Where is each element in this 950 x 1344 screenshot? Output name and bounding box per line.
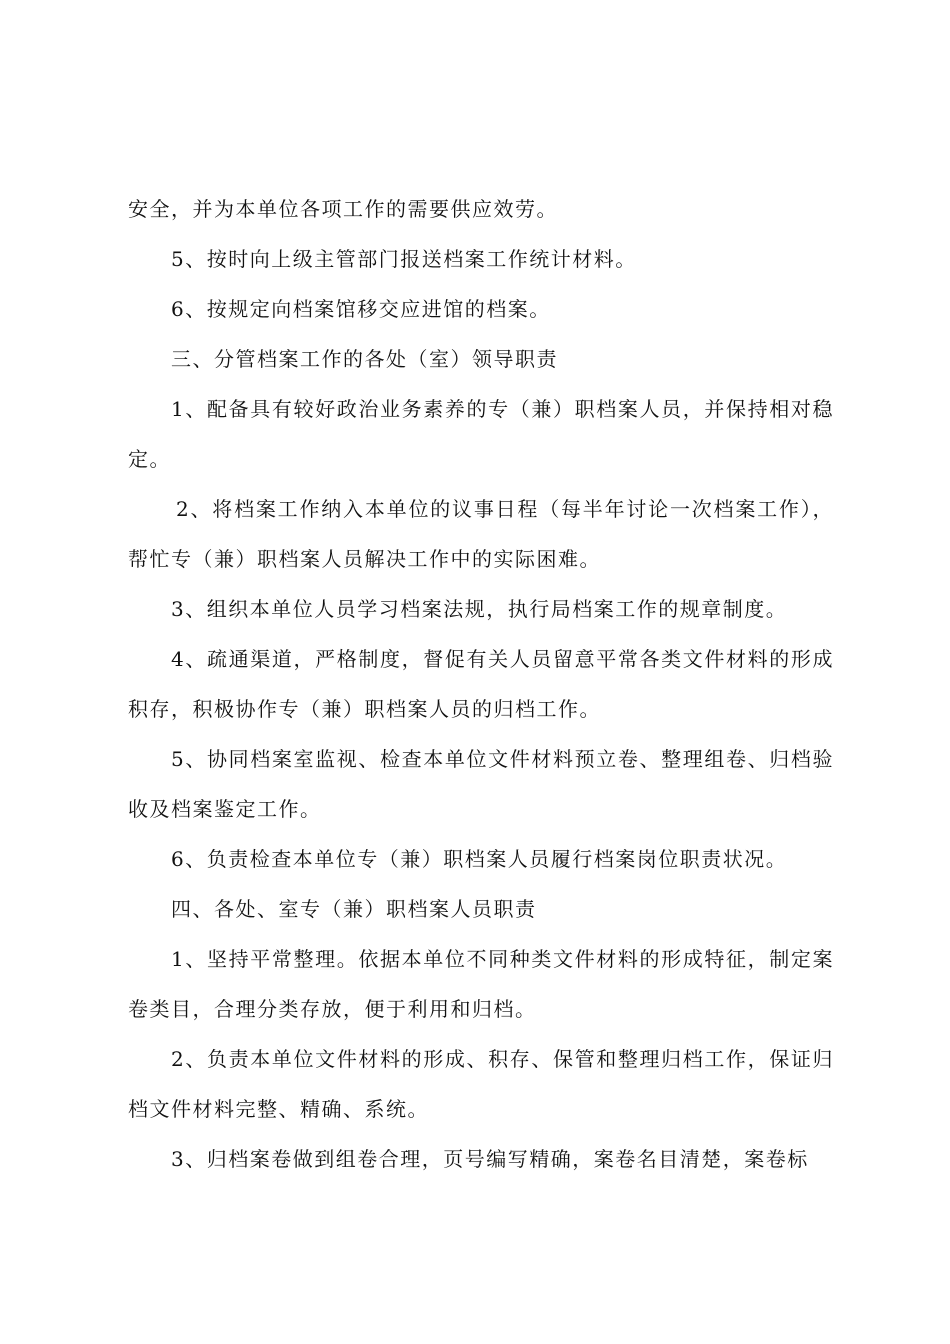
document-body bbox=[128, 184, 834, 1184]
paragraph-item-2-agenda: 2、将档案工作纳入本单位的议事日程（每半年讨论一次档案工作），帮忙专（兼）职档案人员解决工作中的实际困难。 bbox=[128, 497, 834, 571]
paragraph-item-5-supervise: 5、协同档案室监视、检查本单位文件材料预立卷、整理组卷、归档验收及档案鉴定工作。 bbox=[128, 747, 834, 821]
section-heading-3: 三、分管档案工作的各处（室）领导职责 bbox=[171, 347, 558, 371]
paragraph-item-5-report: 5、按时向上级主管部门报送档案工作统计材料。 bbox=[171, 247, 637, 271]
paragraph-item-1-organize: 1、坚持平常整理。依据本单位不同种类文件材料的形成特征，制定案卷类目，合理分类存放，便于利用和归档。 bbox=[128, 947, 834, 1021]
paragraph-item-4-channels: 4、疏通渠道，严格制度，督促有关人员留意平常各类文件材料的形成积存，积极协作专（兼）职档案人员的归档工作。 bbox=[128, 647, 834, 721]
paragraph-item-3-study: 3、组织本单位人员学习档案法规，执行局档案工作的规章制度。 bbox=[171, 597, 788, 621]
paragraph-continuation: 安全，并为本单位各项工作的需要供应效劳。 bbox=[128, 197, 558, 221]
paragraph-item-2-archive: 2、负责本单位文件材料的形成、积存、保管和整理归档工作，保证归档文件材料完整、精确、系统。 bbox=[128, 1047, 834, 1121]
paragraph-item-3-volumes: 3、归档案卷做到组卷合理，页号编写精确，案卷名目清楚，案卷标 bbox=[171, 1147, 809, 1171]
paragraph-item-1-staffing: 1、配备具有较好政治业务素养的专（兼）职档案人员，并保持相对稳定。 bbox=[128, 397, 834, 471]
paragraph-item-6-transfer: 6、按规定向档案馆移交应进馆的档案。 bbox=[171, 297, 551, 321]
paragraph-item-6-inspect: 6、负责检查本单位专（兼）职档案人员履行档案岗位职责状况。 bbox=[171, 847, 788, 871]
section-heading-4: 四、各处、室专（兼）职档案人员职责 bbox=[171, 897, 537, 921]
